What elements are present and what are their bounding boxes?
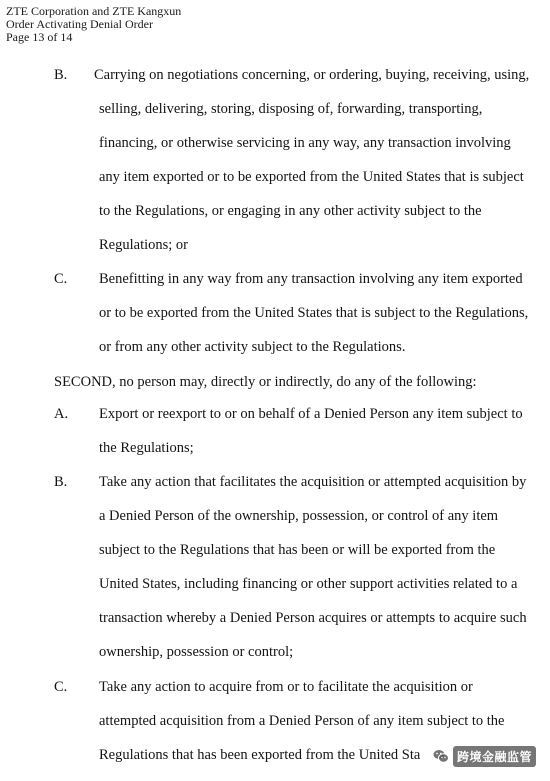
item-c-line: Benefitting in any way from any transaction involving any item exported	[99, 271, 523, 287]
wechat-logo-icon	[432, 747, 450, 765]
item-b-line: Regulations; or	[99, 237, 189, 253]
item-b-line: Carrying on negotiations concerning, or ordering, buying, receiving, using,	[94, 67, 530, 83]
item-letter-b: B.	[54, 67, 68, 83]
second-item-b-line: Take any action that facilitates the acquisition or attempted acquisition by	[99, 474, 527, 490]
item-b-line: financing, or otherwise servicing in any way, any transaction involving	[99, 135, 511, 151]
item-c-line: or from any other activity subject to the Regulations.	[99, 339, 406, 355]
watermark-text: 跨境金融监管	[453, 746, 536, 767]
item-c-line: or to be exported from the United States that is subject to the Regulations,	[99, 305, 529, 321]
second-item-b-line: ownership, possession or control;	[99, 644, 294, 660]
header-order-title: Order Activating Denial Order	[6, 17, 153, 31]
item-letter-c: C.	[54, 679, 68, 695]
second-item-b-line: transaction whereby a Denied Person acquires or attempts to acquire such	[99, 610, 527, 626]
header-parties: ZTE Corporation and ZTE Kangxun	[6, 4, 182, 18]
item-b-line: selling, delivering, storing, disposing of, forwarding, transporting,	[99, 101, 483, 117]
second-item-c-line: attempted acquisition from a Denied Person of any item subject to the	[99, 713, 505, 729]
second-item-a-line: Export or reexport to or on behalf of a Denied Person any item subject to	[99, 406, 523, 422]
second-item-b-line: subject to the Regulations that has been or will be exported from the	[99, 542, 496, 558]
item-letter-c: C.	[54, 271, 68, 287]
item-b-line: any item exported or to be exported from the United States that is subject	[99, 169, 524, 185]
item-letter-b: B.	[54, 474, 68, 490]
second-intro-paragraph: SECOND, no person may, directly or indirectly, do any of the following:	[54, 374, 477, 390]
second-item-b-line: a Denied Person of the ownership, possession, or control of any item	[99, 508, 499, 524]
second-item-b-line: United States, including financing or other support activities related to a	[99, 576, 518, 592]
document-header	[6, 5, 181, 44]
item-b-line: to the Regulations, or engaging in any other activity subject to the	[99, 203, 482, 219]
second-item-c-line: Regulations that has been exported from the United Sta	[99, 747, 421, 763]
item-letter-a: A.	[54, 406, 69, 422]
second-item-a-line: the Regulations;	[99, 440, 194, 456]
wechat-watermark	[432, 742, 550, 770]
second-item-c-line: Take any action to acquire from or to facilitate the acquisition or	[99, 679, 473, 695]
header-page-number: Page 13 of 14	[6, 30, 73, 44]
